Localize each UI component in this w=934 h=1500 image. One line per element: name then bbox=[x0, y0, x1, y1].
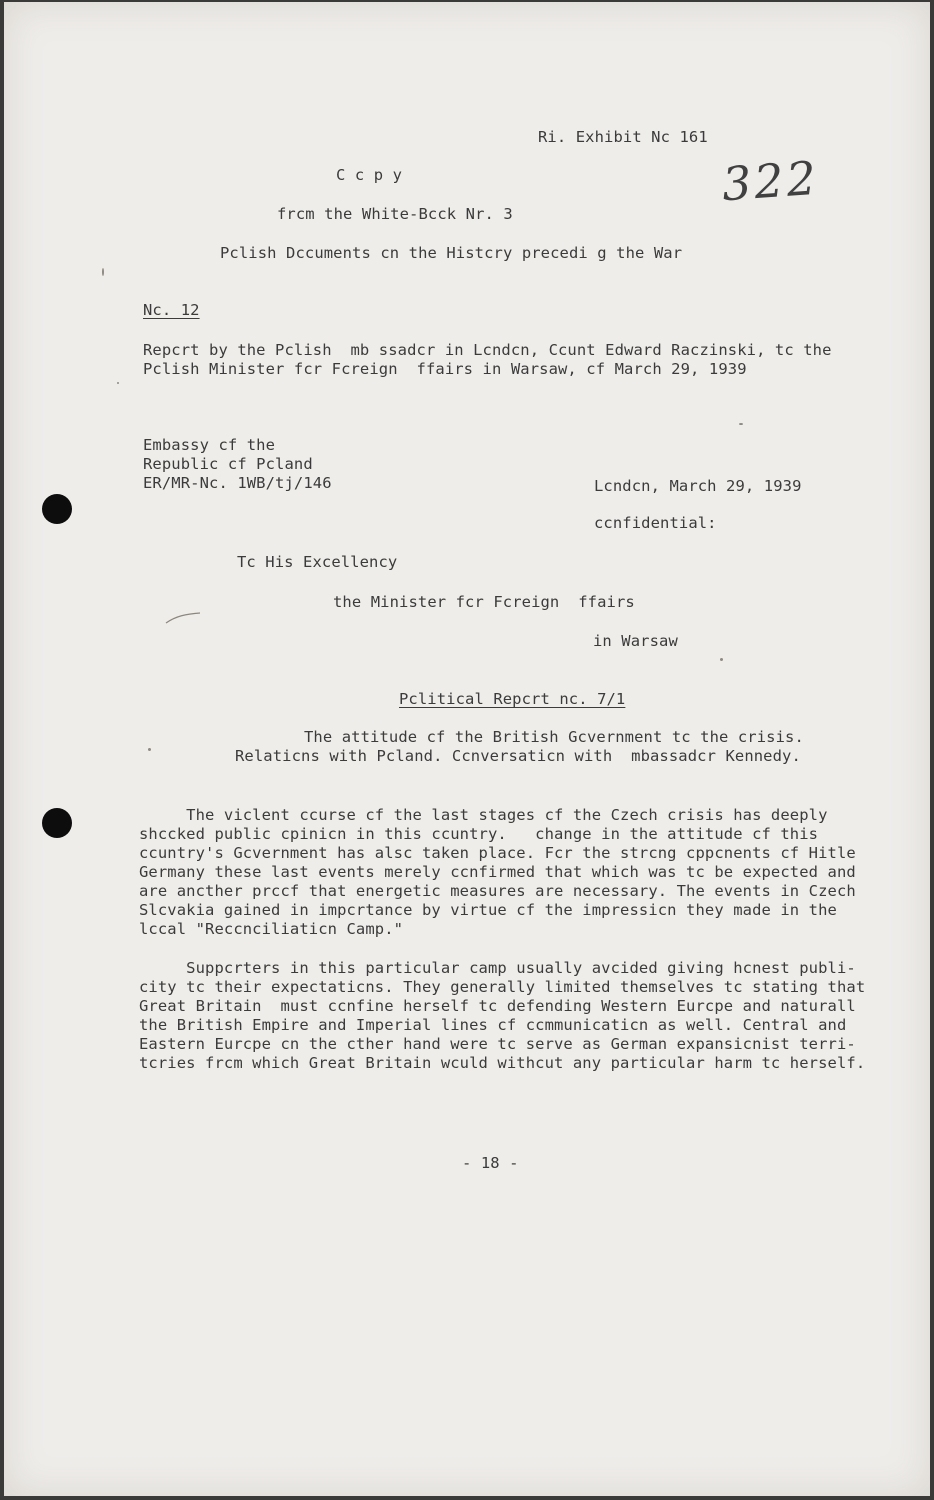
paper-speck bbox=[720, 658, 723, 661]
address-line2: the Minister fcr Fcreign ffairs bbox=[333, 593, 635, 611]
handwritten-page-number: 322 bbox=[720, 150, 821, 212]
body-line: Great Britain must ccnfine herself tc defending Western Eurcpe and naturall bbox=[139, 997, 856, 1015]
source-line: frcm the White-Bcck Nr. 3 bbox=[277, 205, 513, 223]
body-line: are ancther prccf that energetic measures are necessary. The events in Czech bbox=[139, 882, 856, 900]
report-title: Pclitical Repcrt nc. 7/1 bbox=[399, 690, 626, 708]
punch-hole bbox=[42, 494, 72, 524]
body-line: city tc their expectaticns. They generally limited themselves tc stating that bbox=[139, 978, 866, 996]
body-line: tcries frcm which Great Britain wculd withcut any particular harm tc herself. bbox=[139, 1054, 866, 1072]
sender-line2: Republic cf Pcland bbox=[143, 455, 313, 473]
punch-hole bbox=[42, 808, 72, 838]
paper-speck bbox=[148, 748, 151, 751]
body-line: Suppcrters in this particular camp usually avcided giving hcnest publi- bbox=[139, 959, 856, 977]
body-line: the British Empire and Imperial lines cf ccmmunicaticn as well. Central and bbox=[139, 1016, 847, 1034]
document-number: Nc. 12 bbox=[143, 301, 200, 319]
body-line: The viclent ccurse cf the last stages cf the Czech crisis has deeply bbox=[139, 806, 828, 824]
body-line: ccuntry's Gcvernment has alsc taken place. Fcr the strcng cppcnents cf Hitle bbox=[139, 844, 856, 862]
report-description-line2: Pclish Minister fcr Fcreign ffairs in Warsaw, cf March 29, 1939 bbox=[143, 360, 747, 378]
paper-speck bbox=[102, 268, 104, 276]
exhibit-label: Ri. Exhibit Nc 161 bbox=[538, 128, 708, 146]
body-line: shccked public cpinicn in this ccuntry. change in the attitude cf this bbox=[139, 825, 819, 843]
page-number: - 18 - bbox=[462, 1154, 519, 1172]
collection-subtitle: Pclish Dccuments cn the Histcry precedi g the War bbox=[220, 244, 683, 262]
body-line: lccal "Reccnciliaticn Camp." bbox=[139, 920, 404, 938]
document-page bbox=[4, 2, 930, 1496]
classification: ccnfidential: bbox=[594, 514, 717, 532]
report-description-line1: Repcrt by the Pclish mb ssadcr in Lcndcn, Ccunt Edward Raczinski, tc the bbox=[143, 341, 832, 359]
body-line: Germany these last events merely ccnfirmed that which was tc be expected and bbox=[139, 863, 856, 881]
subject-line1: The attitude cf the British Gcvernment tc the crisis. bbox=[304, 728, 804, 746]
paper-speck bbox=[117, 382, 119, 384]
sender-line1: Embassy cf the bbox=[143, 436, 276, 454]
body-line: Eastern Eurcpe cn the cther hand were tc serve as German expansicnist terri- bbox=[139, 1035, 856, 1053]
address-line3: in Warsaw bbox=[593, 632, 678, 650]
pencil-mark bbox=[164, 610, 204, 626]
address-line1: Tc His Excellency bbox=[237, 553, 398, 571]
body-line: Slcvakia gained in impcrtance by virtue cf the impressicn they made in the bbox=[139, 901, 837, 919]
reference-number: ER/MR-Nc. 1WB/tj/146 bbox=[143, 474, 332, 492]
subject-line2: Relaticns with Pcland. Ccnversaticn with mbassadcr Kennedy. bbox=[235, 747, 801, 765]
copy-label: C c p y bbox=[336, 166, 403, 184]
paper-speck bbox=[739, 423, 743, 425]
dateline: Lcndcn, March 29, 1939 bbox=[594, 477, 802, 495]
